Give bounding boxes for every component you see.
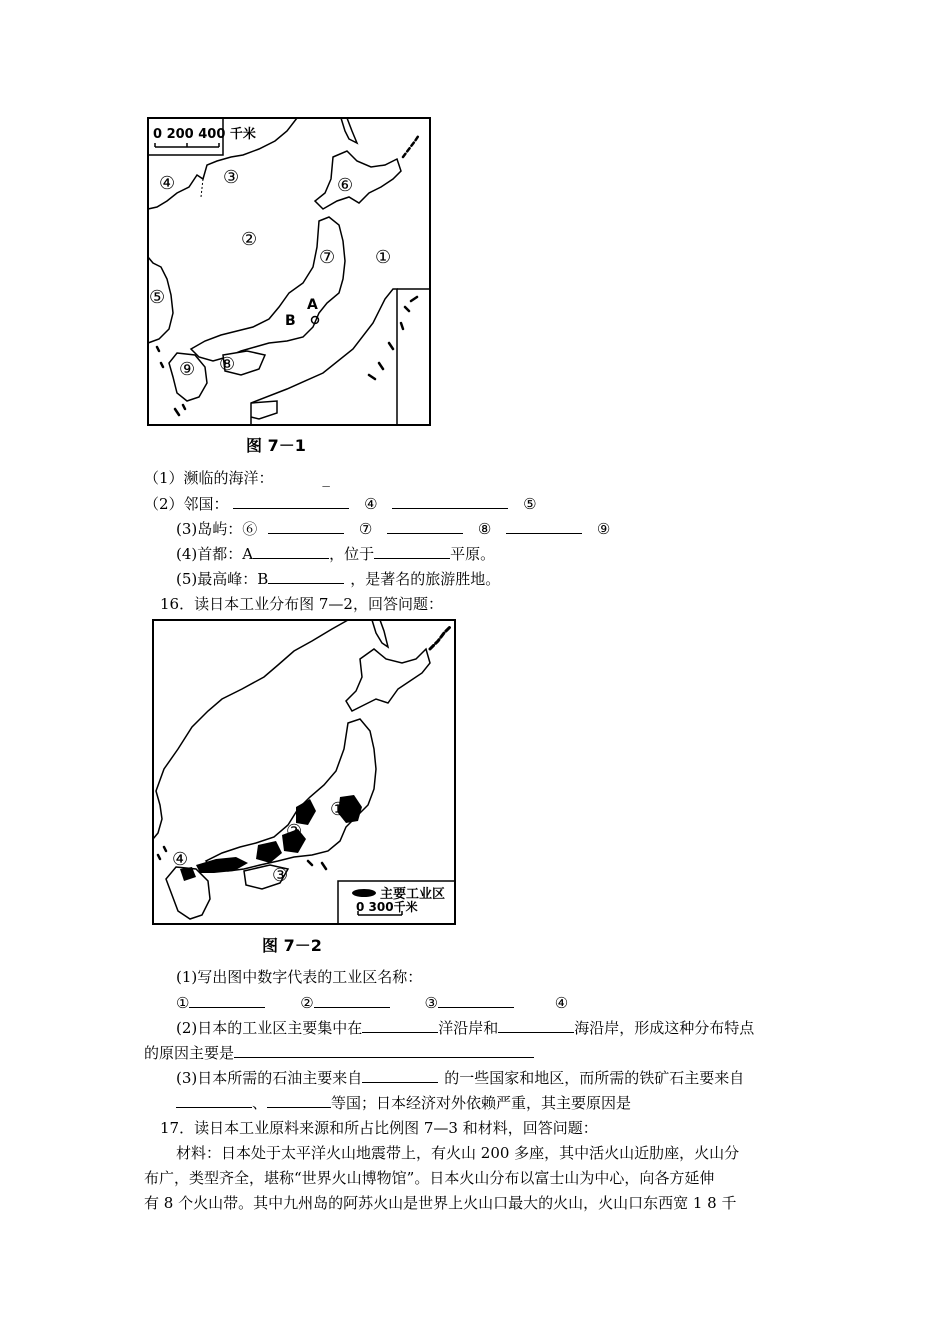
figure-1-caption: 图 7－1 xyxy=(246,436,306,455)
q15-l3-mark-8: ⑧ xyxy=(477,520,492,538)
q15-l2-mark-4: ④ xyxy=(364,495,378,513)
q16-p2-text-a: (2)日本的工业区主要集中在 xyxy=(176,1019,363,1037)
q15-l4-text-a: (4)首都：A xyxy=(176,545,254,563)
q15-l1-text: （1）濒临的海洋： xyxy=(144,469,274,487)
q15-l2-mark-5: ⑤ xyxy=(523,495,537,513)
blank-island-7[interactable] xyxy=(387,519,463,534)
map1-label-6: ⑥ xyxy=(337,175,354,196)
blank-island-6[interactable] xyxy=(268,519,344,534)
q16-p3-cont xyxy=(176,1093,631,1113)
q16-mark-1: ① xyxy=(176,994,190,1012)
q15-line-4 xyxy=(176,544,495,564)
blank-plain[interactable] xyxy=(374,544,450,559)
q16-p2-text-b: 洋沿岸和 xyxy=(438,1019,499,1037)
q17-intro: 17．读日本工业原料来源和所占比例图 7—3 和材料，回答问题： xyxy=(160,1119,598,1137)
blank-industry-2[interactable] xyxy=(314,993,390,1008)
q16-mark-3: ③ xyxy=(424,994,438,1012)
blank-highest-peak[interactable] xyxy=(268,569,344,584)
map1-label-3: ③ xyxy=(223,167,240,188)
q16-p3-text-a: (3)日本所需的石油主要来自 xyxy=(176,1069,363,1087)
blank-neighbor-4[interactable] xyxy=(392,494,508,509)
map1-label-7: ⑦ xyxy=(319,247,336,268)
japan-map-1-svg xyxy=(147,117,431,426)
q15-l3-mark-7: ⑦ xyxy=(358,520,373,538)
blank-ocean-coast[interactable] xyxy=(362,1018,438,1033)
q15-line-2 xyxy=(144,494,537,514)
q15-line-1 xyxy=(144,468,330,488)
map1-label-8: ⑧ xyxy=(219,354,236,375)
q16-p3 xyxy=(176,1068,744,1088)
blank-industry-3[interactable] xyxy=(438,993,514,1008)
map1-label-2: ② xyxy=(241,229,258,250)
q16-p2-text-c: 海沿岸，形成这种分布特点 xyxy=(574,1019,755,1037)
map1-label-5: ⑤ xyxy=(149,287,166,308)
blank-capital[interactable] xyxy=(253,544,329,559)
q16-p2 xyxy=(176,1018,754,1038)
japan-industry-map-figure-2 xyxy=(152,619,456,925)
q17-material-line-1: 材料：日本处于太平洋火山地震带上，有火山 200 多座，其中活火山近肋座，火山分 xyxy=(176,1144,740,1162)
map2-label-4: ④ xyxy=(172,849,189,870)
q15-l3-text: (3)岛屿：⑥ xyxy=(176,520,258,538)
map1-scale-text: 0 200 400 千米 xyxy=(153,127,256,142)
japan-map-2-svg xyxy=(152,619,456,925)
q15-l4-text-c: 平原。 xyxy=(450,545,496,563)
map1-label-b: B xyxy=(285,313,296,329)
blank-neighbor-3[interactable] xyxy=(233,494,349,509)
blank-distribution-reason[interactable] xyxy=(234,1043,534,1058)
q16-p1-blanks xyxy=(176,993,568,1013)
blank-iron-source-1[interactable] xyxy=(176,1093,252,1108)
map2-scale-text: 0 300千米 xyxy=(356,900,418,914)
map2-label-1: ① xyxy=(330,799,347,820)
q15-l5-text-a: (5)最高峰：B xyxy=(176,570,269,588)
q16-p2-text-d: 的原因主要是 xyxy=(144,1044,235,1062)
map1-label-9: ⑨ xyxy=(179,359,196,380)
blank-industry-1[interactable] xyxy=(189,993,265,1008)
q15-l5-text-b: ，是著名的旅游胜地。 xyxy=(350,570,501,588)
q16-p2-cont xyxy=(144,1043,534,1063)
q16-mark-4: ④ xyxy=(554,994,569,1012)
q16-p3-text-d: 等国；日本经济对外依赖严重，其主要原因是 xyxy=(331,1094,632,1112)
map2-label-3: ③ xyxy=(272,865,289,886)
q16-p1: (1)写出图中数字代表的工业区名称： xyxy=(176,968,423,986)
q15-line-5 xyxy=(176,569,500,589)
q15-l1-tail: _ xyxy=(322,469,330,487)
japan-map-figure-1 xyxy=(147,117,431,426)
q16-mark-2: ② xyxy=(300,994,314,1012)
map1-label-1: ① xyxy=(375,247,392,268)
map2-label-2: ② xyxy=(286,821,303,842)
blank-oil-source[interactable] xyxy=(362,1068,438,1083)
q15-l2-text: （2）邻国： xyxy=(144,495,229,513)
q17-material-line-3: 有 8 个火山带。其中九州岛的阿苏火山是世界上火山口最大的火山，火山口东西宽 1 8 千 xyxy=(144,1194,737,1212)
map2-legend-text: 主要工业区 xyxy=(380,887,446,902)
figure-2-caption: 图 7－2 xyxy=(262,936,322,955)
blank-iron-source-2[interactable] xyxy=(267,1093,331,1108)
blank-island-8[interactable] xyxy=(506,519,582,534)
q15-l3-mark-9: ⑨ xyxy=(596,520,611,538)
q15-l4-text-b: ，位于 xyxy=(329,545,375,563)
map1-label-a: A xyxy=(307,297,318,313)
q16-p3-text-b: 的一些国家和地区，而所需的铁矿石主要来自 xyxy=(444,1069,745,1087)
blank-sea-coast[interactable] xyxy=(498,1018,574,1033)
map1-label-4: ④ xyxy=(159,173,176,194)
q17-material-line-2: 布广，类型齐全，堪称“世界火山博物馆”。日本火山分布以富士山为中心，向各方延伸 xyxy=(144,1169,715,1187)
q15-line-3 xyxy=(176,519,610,539)
q16-p3-text-c: 、 xyxy=(252,1094,268,1112)
q16-intro: 16．读日本工业分布图 7—2，回答问题： xyxy=(160,595,443,613)
